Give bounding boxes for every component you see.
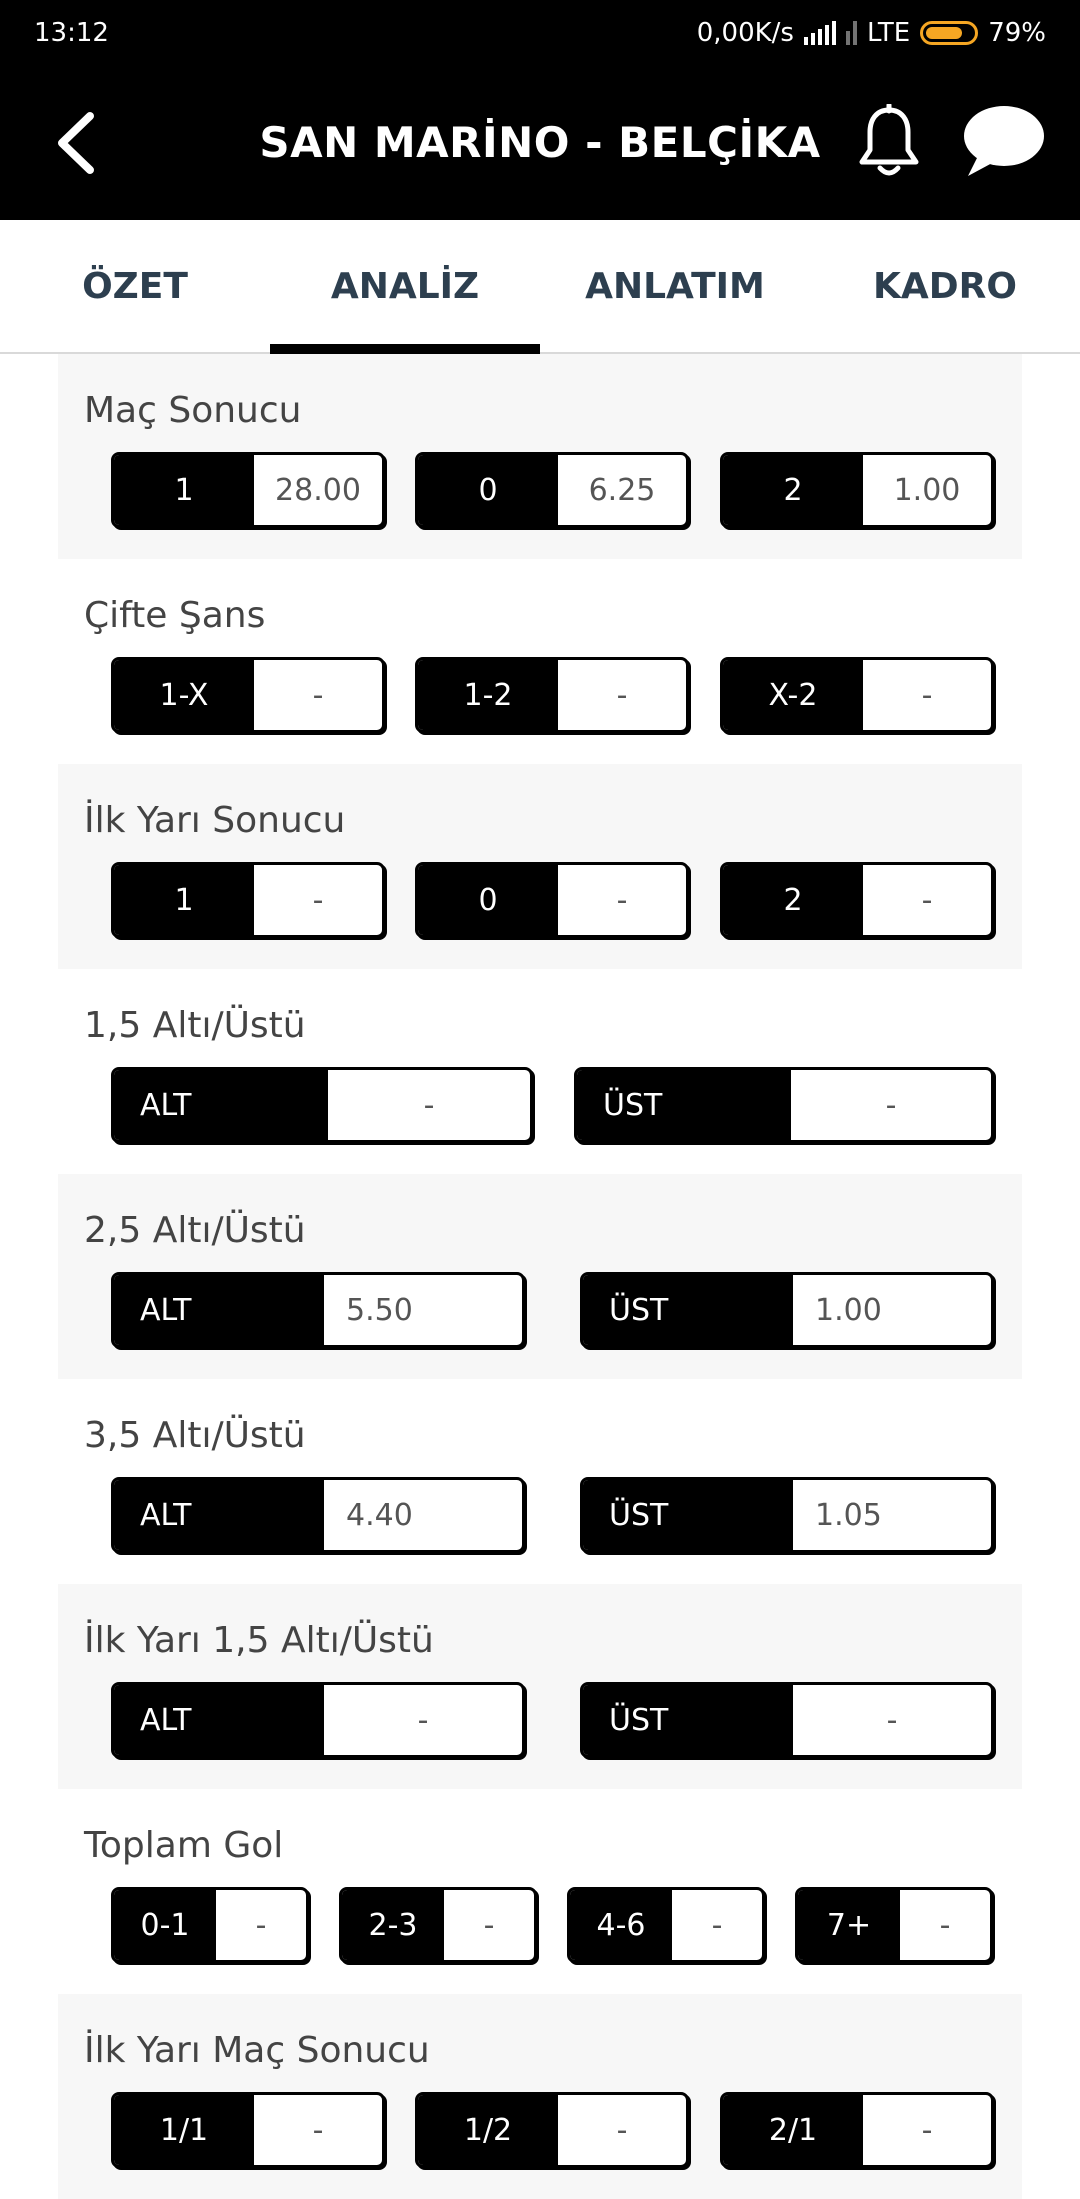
odds-button[interactable] <box>720 2092 994 2168</box>
odds-value: - <box>616 2112 628 2148</box>
market-toplam-gol <box>58 1789 1022 1994</box>
odds-value: - <box>939 1907 951 1943</box>
signal-icon <box>804 21 836 45</box>
odds-label: 1-X <box>114 660 254 730</box>
odds-button[interactable] <box>415 862 689 938</box>
network-type: LTE <box>866 18 911 48</box>
odds-value: - <box>312 882 324 918</box>
odds-label: ÜST <box>583 1685 793 1755</box>
odds-value: 6.25 <box>588 472 656 508</box>
market-options <box>111 1067 996 1143</box>
chat-icon[interactable] <box>960 102 1046 182</box>
odds-label: 0 <box>418 455 558 525</box>
market-title: Toplam Gol <box>84 1825 284 1866</box>
odds-value: - <box>616 677 628 713</box>
market-options <box>111 1887 996 1963</box>
odds-button[interactable] <box>795 1887 993 1963</box>
odds-value: - <box>886 1702 898 1738</box>
odds-label: ÜST <box>583 1480 793 1550</box>
odds-label: 2 <box>723 455 863 525</box>
odds-value: - <box>423 1087 435 1123</box>
odds-label: 4-6 <box>570 1890 672 1960</box>
odds-button[interactable] <box>415 2092 689 2168</box>
tab-ozet[interactable]: ÖZET <box>82 265 188 307</box>
tab-bar <box>0 220 1080 354</box>
odds-value: 4.40 <box>346 1497 413 1533</box>
odds-button[interactable] <box>111 452 385 528</box>
tab-analiz[interactable]: ANALİZ <box>270 220 540 352</box>
odds-value: 1.00 <box>815 1292 882 1328</box>
tab-anlatim[interactable]: ANLATIM <box>585 265 765 307</box>
odds-button[interactable] <box>720 862 994 938</box>
odds-value: - <box>885 1087 897 1123</box>
market-title: İlk Yarı 1,5 Altı/Üstü <box>84 1620 434 1661</box>
battery-percent: 79% <box>988 18 1046 48</box>
market-options <box>111 1477 996 1553</box>
tab-kadro[interactable]: KADRO <box>873 265 1017 307</box>
market-options <box>111 452 996 528</box>
status-bar <box>0 0 1080 66</box>
market-options <box>111 1682 996 1758</box>
market-title: Çifte Şans <box>84 595 266 636</box>
odds-button[interactable] <box>111 657 385 733</box>
market-3-5-alti-ustu <box>58 1379 1022 1584</box>
odds-value: - <box>921 882 933 918</box>
odds-button[interactable] <box>111 1477 525 1553</box>
odds-label: 1 <box>114 455 254 525</box>
odds-button[interactable] <box>111 2092 385 2168</box>
odds-value: 28.00 <box>275 472 361 508</box>
odds-button[interactable] <box>720 452 994 528</box>
odds-label: 2-3 <box>342 1890 444 1960</box>
odds-button[interactable] <box>339 1887 537 1963</box>
market-2-5-alti-ustu <box>58 1174 1022 1379</box>
odds-label: 1 <box>114 865 254 935</box>
market-title: 1,5 Altı/Üstü <box>84 1005 306 1046</box>
battery-icon <box>920 21 978 45</box>
odds-value: - <box>483 1907 495 1943</box>
market-ilk-yari-sonucu <box>58 764 1022 969</box>
market-title: İlk Yarı Maç Sonucu <box>84 2030 430 2071</box>
signal-2-icon <box>846 21 857 45</box>
odds-button[interactable] <box>111 862 385 938</box>
odds-button[interactable] <box>580 1682 994 1758</box>
bell-icon[interactable] <box>856 104 922 180</box>
odds-label: 0-1 <box>114 1890 216 1960</box>
markets-list <box>58 354 1022 2199</box>
status-right <box>697 18 1046 48</box>
market-ilk-yari-1-5-alti-ustu <box>58 1584 1022 1789</box>
odds-button[interactable] <box>415 452 689 528</box>
odds-label: ÜST <box>583 1275 793 1345</box>
odds-label: 0 <box>418 865 558 935</box>
odds-value: - <box>616 882 628 918</box>
odds-label: 1/2 <box>418 2095 558 2165</box>
market-title: Maç Sonucu <box>84 390 302 431</box>
odds-label: 2 <box>723 865 863 935</box>
market-ilk-yari-mac-sonucu <box>58 1994 1022 2199</box>
market-title: 3,5 Altı/Üstü <box>84 1415 306 1456</box>
odds-label: X-2 <box>723 660 863 730</box>
status-time: 13:12 <box>34 18 109 48</box>
odds-label: 7+ <box>798 1890 900 1960</box>
odds-value: - <box>255 1907 267 1943</box>
match-title: SAN MARİNO - BELÇİKA <box>259 118 821 167</box>
odds-label: ALT <box>114 1480 324 1550</box>
odds-label: 1-2 <box>418 660 558 730</box>
market-cifte-sans <box>58 559 1022 764</box>
market-options <box>111 2092 996 2168</box>
odds-button[interactable] <box>574 1067 994 1143</box>
odds-value: 1.05 <box>815 1497 882 1533</box>
net-speed: 0,00K/s <box>696 18 794 48</box>
odds-value: 1.00 <box>893 472 961 508</box>
odds-value: - <box>921 677 933 713</box>
odds-label: 2/1 <box>723 2095 863 2165</box>
odds-value: 5.50 <box>346 1292 413 1328</box>
market-options <box>111 862 996 938</box>
market-title: 2,5 Altı/Üstü <box>84 1210 306 1251</box>
odds-button[interactable] <box>111 1682 525 1758</box>
market-mac-sonucu <box>58 354 1022 559</box>
odds-label: ALT <box>114 1070 328 1140</box>
market-options <box>111 657 996 733</box>
odds-button[interactable] <box>567 1887 765 1963</box>
app-header <box>0 66 1080 220</box>
odds-label: 1/1 <box>114 2095 254 2165</box>
odds-label: ALT <box>114 1275 324 1345</box>
odds-button[interactable] <box>415 657 689 733</box>
odds-label: ÜST <box>577 1070 791 1140</box>
odds-button[interactable] <box>111 1067 533 1143</box>
odds-button[interactable] <box>111 1272 525 1348</box>
odds-value: - <box>417 1702 429 1738</box>
odds-value: - <box>711 1907 723 1943</box>
odds-label: ALT <box>114 1685 324 1755</box>
market-options <box>111 1272 996 1348</box>
market-title: İlk Yarı Sonucu <box>84 800 346 841</box>
odds-value: - <box>921 2112 933 2148</box>
odds-button[interactable] <box>111 1887 309 1963</box>
odds-button[interactable] <box>580 1477 994 1553</box>
market-1-5-alti-ustu <box>58 969 1022 1174</box>
odds-value: - <box>312 2112 324 2148</box>
odds-button[interactable] <box>720 657 994 733</box>
odds-value: - <box>312 677 324 713</box>
odds-button[interactable] <box>580 1272 994 1348</box>
